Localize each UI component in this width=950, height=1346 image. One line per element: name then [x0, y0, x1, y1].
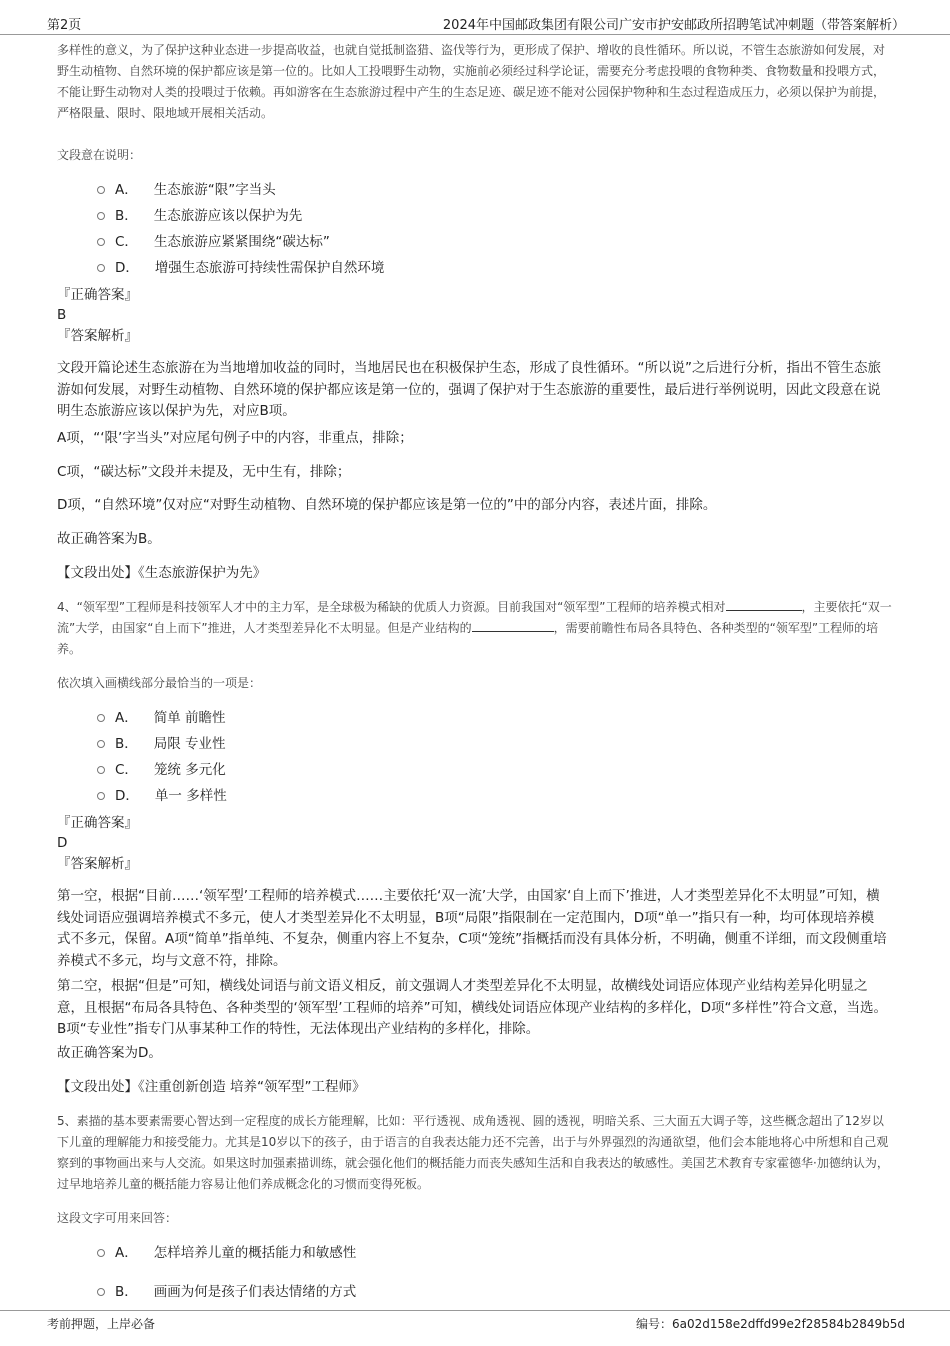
radio-icon[interactable]	[97, 740, 105, 748]
radio-icon[interactable]	[97, 792, 105, 800]
option-text: 笼统 多元化	[153, 762, 226, 778]
q3-passage-tail: 多样性的意义，为了保护这种业态进一步提高收益，也就自觉抵制盗猎、盗伐等行为，更形成了保护、增收的良性循环。所以说，不管生态旅游如何发展，对野生动植物、自然环境的保护都应该是第一位的。比如人工投喂野生动物，实施前必须经过科学论证，需要充分考虑投喂的食物种类、食物数量和投喂方式，不能让野生动物对人类的投喂过于依赖。再如游客在生态旅游过程中产生的生态足迹、碳足迹不能对公园保护物种和生态过程造成压力，必须以保护为前提，严格限量、限时、限地域开展相关活动。	[57, 43, 886, 120]
q3-analysis-p2: A项，“‘限’字当头”对应尾句例子中的内容，非重点，排除；	[57, 430, 413, 446]
q3-option-b[interactable]	[97, 206, 302, 226]
document-code: 编号：6a02d158e2dffd99e2f28584b2849b5d	[635, 1317, 905, 1331]
q3-answer-tag: 『正确答案』	[57, 287, 138, 303]
option-letter: A．	[115, 182, 138, 198]
option-letter: B．	[115, 1284, 138, 1300]
option-letter: D．	[115, 260, 139, 276]
radio-icon[interactable]	[97, 186, 105, 194]
q3-analysis-p1: 文段开篇论述生态旅游在为当地增加收益的同时，当地居民也在积极保护生态，形成了良性循环。“所以说”之后进行分析，指出不管生态旅游如何发展，对野生动植物、自然环境的保护都应该是第一位的，强调了保护对于生态旅游的重要性，最后进行举例说明，因此文段意在说明生态旅游应该以保护为先，对应B项。	[57, 360, 881, 419]
radio-icon[interactable]	[97, 1249, 105, 1257]
option-text: 生态旅游应紧紧围绕“碳达标”	[153, 234, 330, 250]
q4-answer-tag: 『正确答案』	[57, 815, 138, 831]
q5-option-b[interactable]	[97, 1282, 356, 1302]
option-text: 画画为何是孩子们表达情绪的方式	[153, 1284, 357, 1300]
option-letter: D．	[115, 788, 139, 804]
option-letter: A．	[115, 1245, 138, 1261]
q3-answer: B	[57, 307, 67, 323]
q4-option-d[interactable]	[97, 786, 227, 806]
option-text: 简单 前瞻性	[153, 710, 226, 726]
q3-analysis-p3: C项，“碳达标”文段并未提及，无中生有，排除；	[57, 464, 351, 480]
q3-analysis-p5: 故正确答案为B。	[57, 531, 161, 547]
q4-analysis-p3: 故正确答案为D。	[57, 1045, 162, 1061]
option-text: 怎样培养儿童的概括能力和敏感性	[153, 1245, 357, 1261]
page-number: 第2页	[47, 18, 82, 33]
q4-answer: D	[57, 835, 68, 851]
document-title: 2024年中国邮政集团有限公司广安市护安邮政所招聘笔试冲刺题（带答案解析）	[442, 18, 905, 33]
page-header	[0, 0, 950, 35]
q3-source: 【文段出处】《生态旅游保护为先》	[57, 565, 267, 581]
q5-prompt: 这段文字可用来回答：	[57, 1211, 178, 1225]
q4-option-a[interactable]	[97, 708, 226, 728]
q3-option-a[interactable]	[97, 180, 276, 200]
radio-icon[interactable]	[97, 264, 105, 272]
q4-option-c[interactable]	[97, 760, 226, 780]
option-letter: B．	[115, 736, 138, 752]
radio-icon[interactable]	[97, 238, 105, 246]
option-text: 局限 专业性	[153, 736, 226, 752]
q4-stem	[57, 597, 892, 660]
q5-stem: 5、素描的基本要素需要心智达到一定程度的成长方能理解，比如：平行透视、成角透视、圆的透视，明暗关系、三大面五大调子等，这些概念超出了12岁以下儿童的理解能力和接受能力。尤其是10岁以下的孩子，由于语言的自我表达能力还不完善，出于与外界强烈的沟通欲望，他们会本能地将心中所想和自己观察到的事物画出来与人交流。如果这时加强素描训练，就会强化他们的概括能力而丧失感知生活和自我表达的敏感性。美国艺术教育专家霍德华·加德纳认为，过早地培养儿童的概括能力容易让他们养成概念化的习惯而变得死板。	[57, 1114, 889, 1191]
q5-option-a[interactable]	[97, 1243, 356, 1263]
q4-source: 【文段出处】《注重创新创造 培养“领军型”工程师》	[57, 1079, 366, 1095]
q4-blank-2[interactable]	[472, 619, 554, 632]
option-text: 单一 多样性	[154, 788, 227, 804]
radio-icon[interactable]	[97, 212, 105, 220]
q3-prompt: 文段意在说明：	[57, 148, 142, 162]
q4-stem-part3: ，需要前瞻性布局各具特色、各种类型的“领军型”工程师的培养。	[57, 621, 879, 656]
q4-blank-1[interactable]	[726, 598, 802, 611]
page-footer	[0, 1310, 950, 1346]
radio-icon[interactable]	[97, 766, 105, 774]
option-letter: A．	[115, 710, 138, 726]
option-text: 生态旅游“限”字当头	[153, 182, 276, 198]
radio-icon[interactable]	[97, 714, 105, 722]
q4-analysis-tag: 『答案解析』	[57, 856, 138, 872]
q4-analysis-p1: 第一空，根据“目前……‘领军型’工程师的培养模式……主要依托‘双一流’大学，由国家‘自上而下’推进，人才类型差异化不太明显”可知，横线处词语应强调培养模式不多元，使人才类型差异化不太明显，B项“局限”指限制在一定范围内，D项“单一”指只有一种，均可体现培养模式不多元，保留。A项“简单”指单纯、不复杂，侧重内容上不复杂，C项“笼统”指概括而没有具体分析，不明确，侧重不详细，而文段侧重培养模式不多元，均与文意不符，排除。	[57, 888, 887, 969]
option-text: 增强生态旅游可持续性需保护自然环境	[154, 260, 385, 276]
q3-option-c[interactable]	[97, 232, 330, 252]
q4-stem-part1: 4、“领军型”工程师是科技领军人才中的主力军，是全球极为稀缺的优质人力资源。目前我国对“领军型”工程师的培养模式相对	[57, 600, 726, 614]
radio-icon[interactable]	[97, 1288, 105, 1296]
document-content	[0, 36, 950, 1308]
q4-stem-part2: ，主要依托“双一流”大学，由国家“自上而下”推进，人才类型差异化不太明显。但是产业结构的	[57, 600, 892, 635]
q3-analysis-tag: 『答案解析』	[57, 328, 138, 344]
q3-option-d[interactable]	[97, 258, 384, 278]
footer-slogan: 考前押题，上岸必备	[47, 1317, 156, 1331]
q4-prompt: 依次填入画横线部分最恰当的一项是：	[57, 676, 262, 690]
q4-analysis-p2: 第二空，根据“但是”可知，横线处词语与前文语义相反，前文强调人才类型差异化不太明显，故横线处词语应体现产业结构差异化明显之意，且根据“布局各具特色、各种类型的‘领军型’工程师的培养”可知，横线处词语应体现产业结构的多样化，D项“多样性”符合文意，当选。B项“专业性”指专门从事某种工作的特性，无法体现出产业结构的多样化，排除。	[57, 978, 887, 1037]
option-text: 生态旅游应该以保护为先	[153, 208, 303, 224]
q3-analysis-p4: D项，“自然环境”仅对应“对野生动植物、自然环境的保护都应该是第一位的”中的部分内容，表述片面，排除。	[57, 497, 717, 513]
q4-option-b[interactable]	[97, 734, 226, 754]
option-letter: C．	[115, 234, 138, 250]
option-letter: B．	[115, 208, 138, 224]
option-letter: C．	[115, 762, 138, 778]
